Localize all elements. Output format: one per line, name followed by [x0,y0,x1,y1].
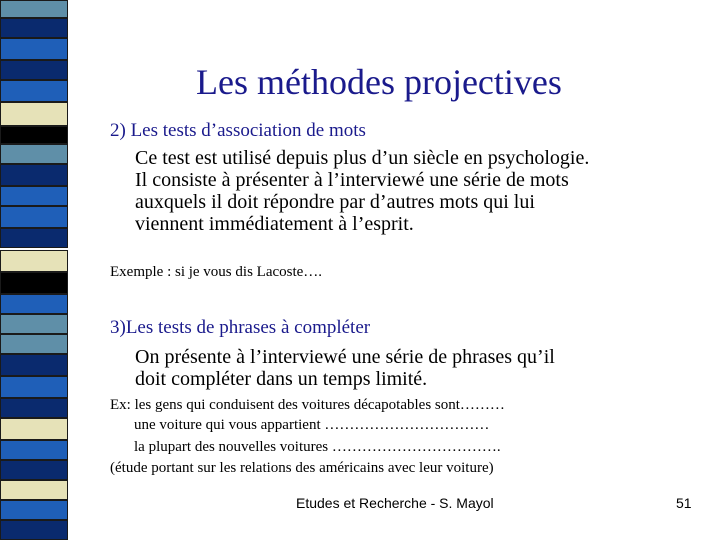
stripe-block [0,294,68,314]
stripe-block [0,126,68,144]
stripe-block [0,520,68,540]
stripe-block [0,18,68,38]
stripe-block [0,38,68,60]
example-line: Ex: les gens qui conduisent des voitures décapotables sont……… [110,397,505,413]
page-number: 51 [676,495,692,511]
body-line: Ce test est utilisé depuis plus d’un siècle en psychologie. [135,147,590,169]
stripe-block [0,460,68,480]
body-line: Il consiste à présenter à l’interviewé une série de mots [135,169,569,191]
section-heading-sentence-completion: 3)Les tests de phrases à compléter [110,317,371,338]
stripe-block [0,354,68,376]
example-line: une voiture qui vous appartient …………………………… [134,417,490,433]
stripe-block [0,272,68,294]
stripe-block [0,398,68,418]
section-body-word-association [135,147,695,235]
example-line: (étude portant sur les relations des américains avec leur voiture) [110,460,494,476]
stripe-block [0,206,68,228]
stripe-block [0,376,68,398]
stripe-block [0,250,68,272]
stripe-block [0,314,68,334]
section-heading-word-association: 2) Les tests d’association de mots [110,120,366,141]
decorative-stripe [0,0,68,540]
stripe-block [0,228,68,248]
footer-text: Etudes et Recherche - S. Mayol [296,495,494,511]
stripe-block [0,164,68,186]
stripe-block [0,186,68,206]
slide-title: Les méthodes projectives [196,62,562,102]
example-text: Exemple : si je vous dis Lacoste…. [110,264,323,280]
stripe-block [0,440,68,460]
stripe-block [0,418,68,440]
body-line: viennent immédiatement à l’esprit. [135,213,414,235]
body-line: On présente à l’interviewé une série de phrases qu’il [135,346,555,368]
body-line: auxquels il doit répondre par d’autres mots qui lui [135,191,535,213]
section-body-sentence-completion [135,346,695,390]
stripe-block [0,334,68,354]
stripe-block [0,60,68,80]
stripe-block [0,500,68,520]
stripe-block [0,102,68,126]
example-line: la plupart des nouvelles voitures ……………………………. [134,439,501,455]
stripe-block [0,480,68,500]
stripe-block [0,80,68,102]
stripe-block [0,0,68,18]
body-line: doit compléter dans un temps limité. [135,368,428,390]
stripe-block [0,144,68,164]
